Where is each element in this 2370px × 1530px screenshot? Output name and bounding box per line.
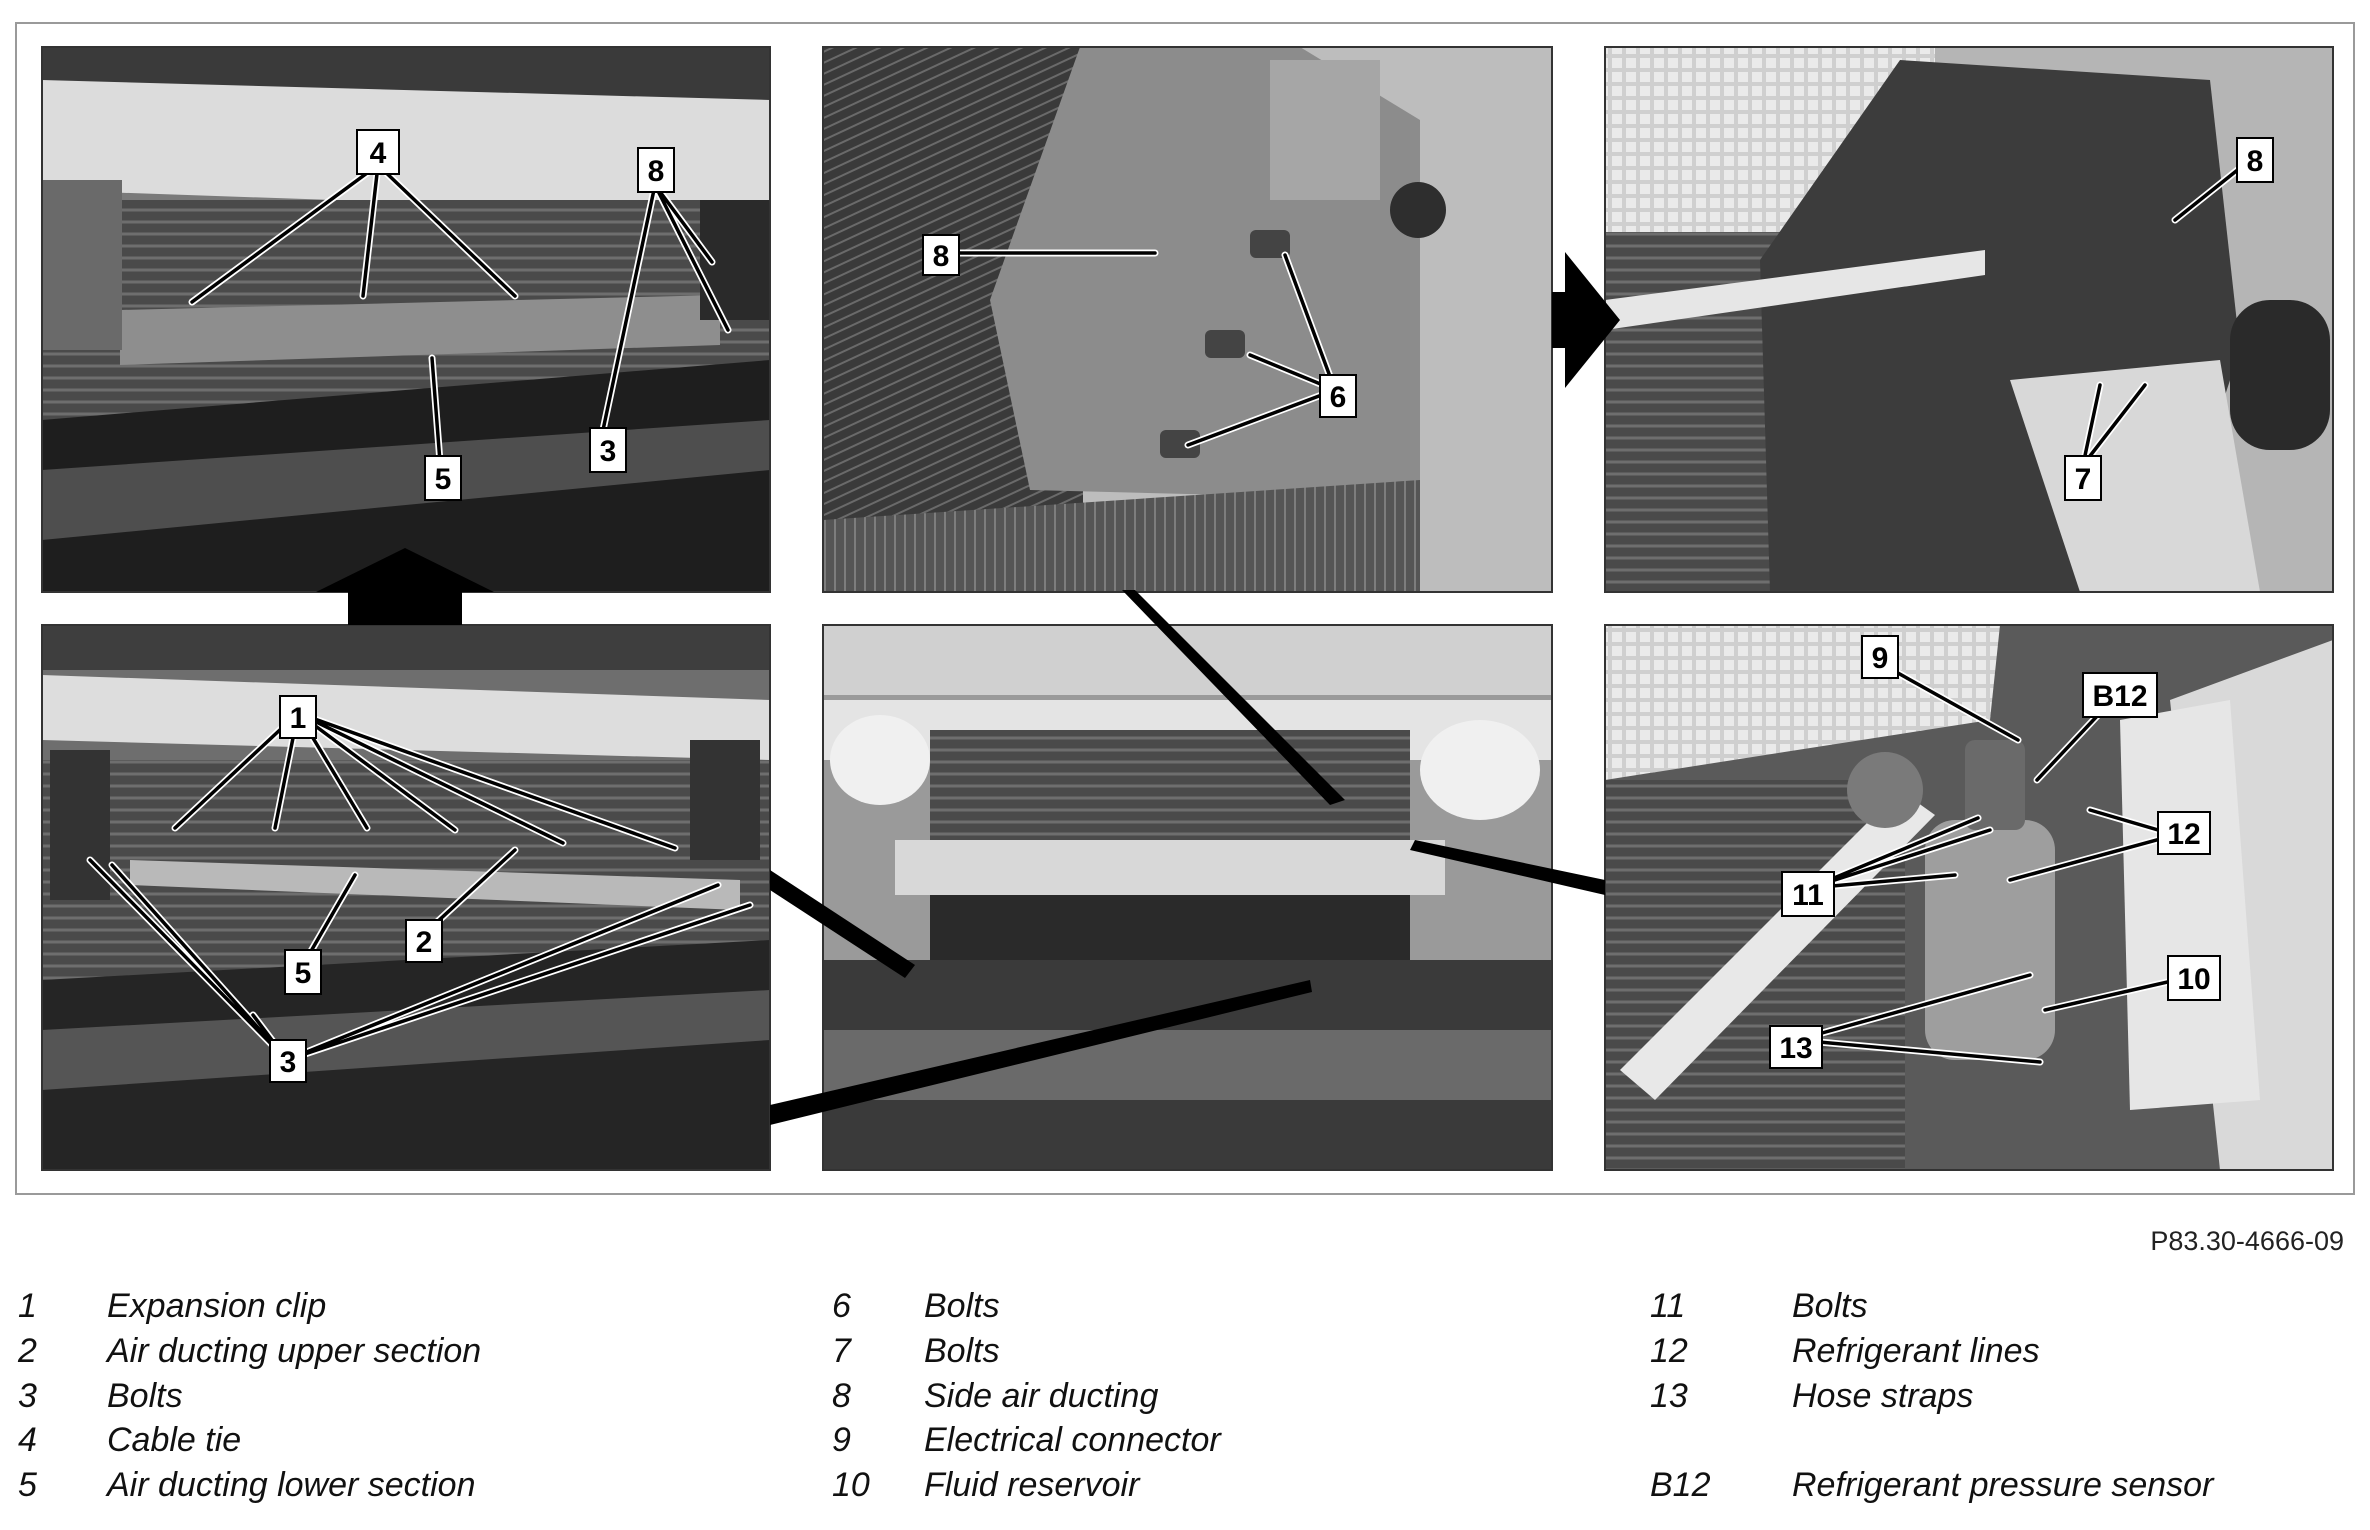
legend-text: Air ducting lower section [107, 1466, 476, 1505]
legend-text: Hose straps [1792, 1376, 1974, 1415]
legend-number: 9 [832, 1421, 851, 1460]
callout-10: 10 [2177, 963, 2211, 996]
legend-number: 5 [18, 1466, 37, 1505]
legend-number: 3 [18, 1376, 37, 1415]
callout-3: 3 [599, 435, 617, 468]
legend-number: 6 [832, 1287, 851, 1325]
legend-text: Bolts [924, 1331, 1000, 1370]
legend-number: 4 [18, 1421, 37, 1460]
legend-number: 13 [1650, 1376, 1688, 1415]
callout-13: 13 [1779, 1032, 1813, 1065]
callout-5: 5 [294, 957, 312, 990]
callout-11: 11 [1792, 879, 1824, 912]
legend-number: B12 [1650, 1466, 1711, 1505]
legend-text: Refrigerant lines [1792, 1331, 2040, 1370]
figure-frame [15, 22, 2355, 1195]
callout-6: 6 [1329, 381, 1347, 414]
legend-text: Bolts [924, 1287, 1000, 1325]
legend-number: 8 [832, 1376, 851, 1415]
legend-text: Bolts [107, 1376, 183, 1415]
legend-text: Air ducting upper section [107, 1331, 482, 1370]
callout-7: 7 [2074, 463, 2092, 496]
callout-4: 4 [369, 137, 387, 170]
callout-12: 12 [2167, 818, 2201, 851]
callout-9: 9 [1871, 642, 1889, 675]
callout-5: 5 [434, 463, 452, 496]
callout-2: 2 [415, 926, 433, 959]
legend-number: 10 [832, 1466, 870, 1505]
legend-text: Cable tie [107, 1421, 242, 1460]
legend-text: Side air ducting [924, 1376, 1159, 1415]
legend-number: 1 [18, 1287, 37, 1325]
callout-8: 8 [647, 155, 665, 188]
callout-b12: B12 [2092, 680, 2148, 713]
legend-text: Expansion clip [107, 1287, 327, 1325]
legend-text: Fluid reservoir [924, 1466, 1140, 1505]
legend-text: Electrical connector [924, 1421, 1221, 1460]
legend-number: 11 [1650, 1287, 1686, 1325]
callout-3: 3 [279, 1046, 297, 1079]
legend-number: 7 [832, 1331, 851, 1370]
callout-1: 1 [289, 702, 307, 735]
callout-8: 8 [932, 240, 950, 273]
callout-8: 8 [2246, 145, 2264, 178]
legend-text: Bolts [1792, 1287, 1868, 1325]
figure-code: P83.30-4666-09 [2150, 1226, 2344, 1256]
legend-number: 2 [18, 1331, 37, 1370]
legend-number: 12 [1650, 1331, 1688, 1370]
legend-text: Refrigerant pressure sensor [1792, 1466, 2214, 1505]
